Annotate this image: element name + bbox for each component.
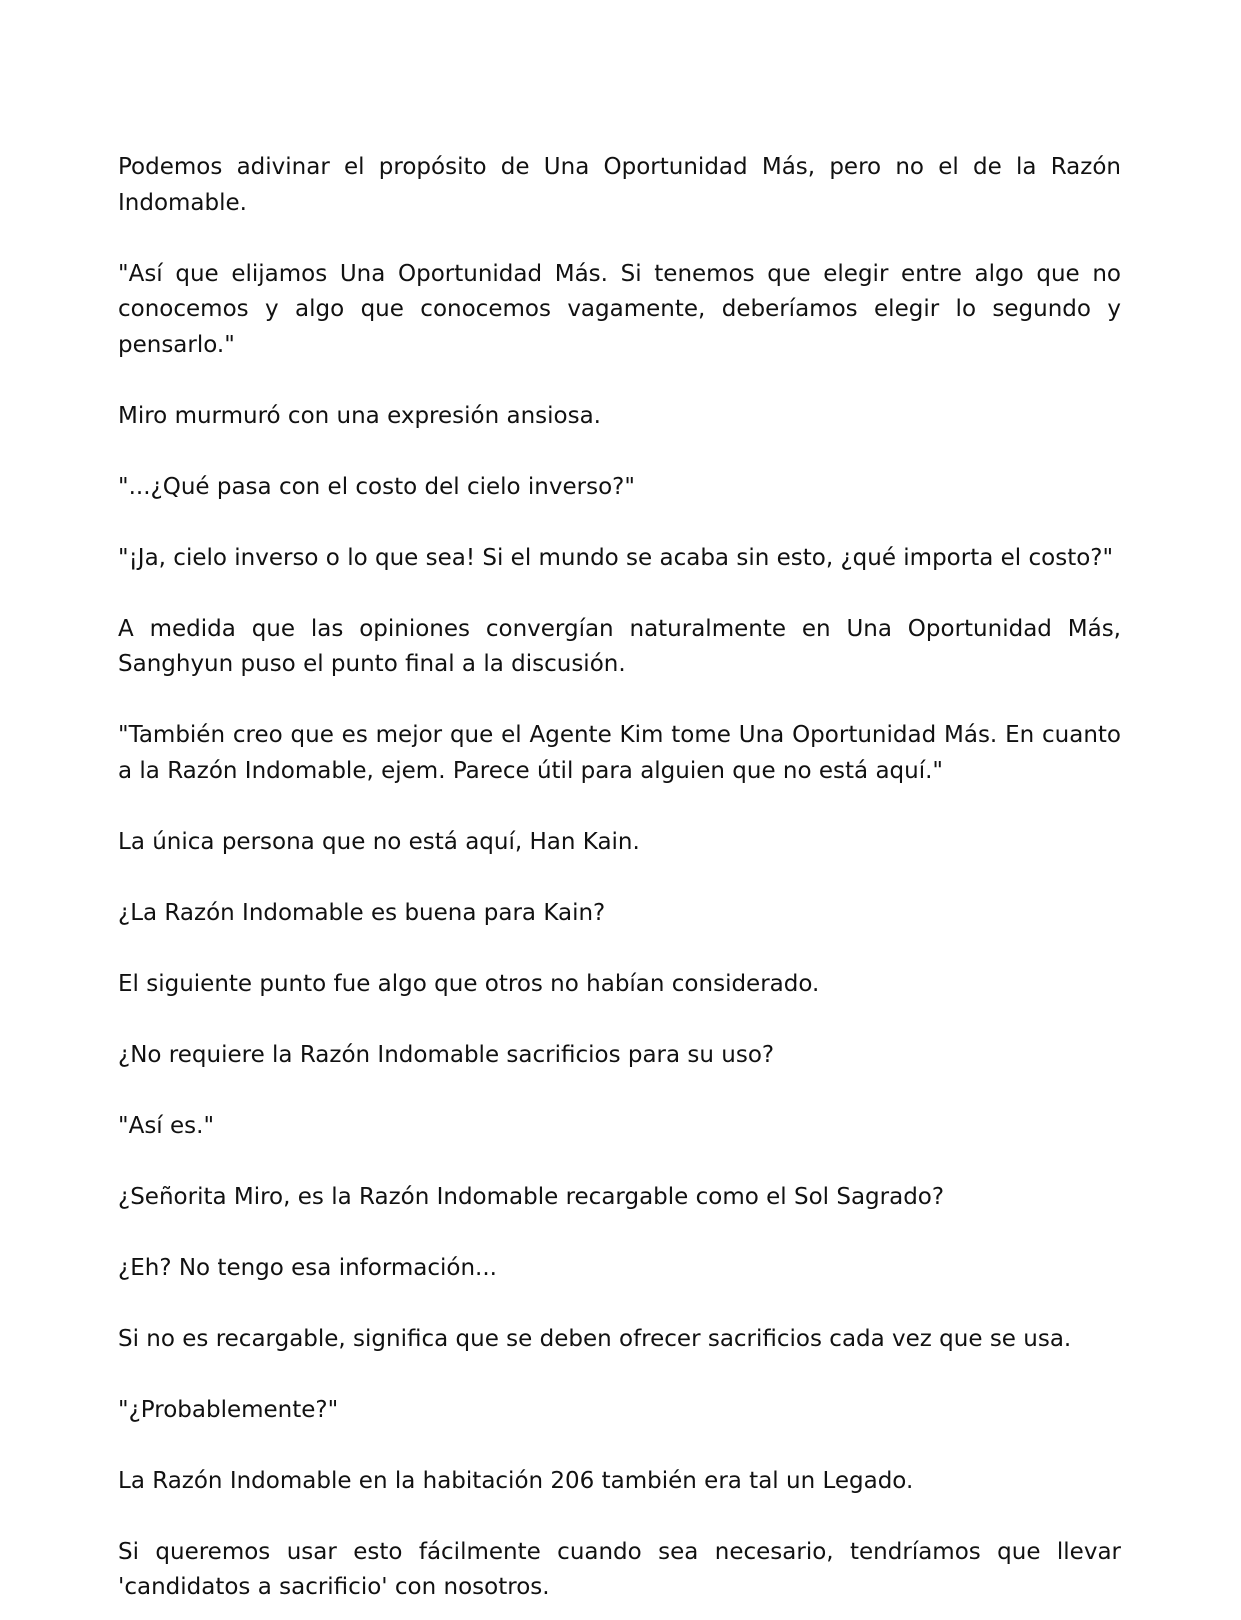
paragraph-10: El siguiente punto fue algo que otros no habían considerado.: [118, 970, 820, 997]
paragraph-17: La Razón Indomable en la habitación 206 también era tal un Legado.: [118, 1467, 914, 1494]
paragraph-11: ¿No requiere la Razón Indomable sacrificios para su uso?: [118, 1041, 775, 1068]
paragraph-13: ¿Señorita Miro, es la Razón Indomable recargable como el Sol Sagrado?: [118, 1183, 945, 1210]
paragraph-18: Si queremos usar esto fácilmente cuando sea necesario, tendríamos que llevar 'candidatos a sacrificio' con nosotros.: [118, 1538, 1121, 1600]
paragraph-6: A medida que las opiniones convergían naturalmente en Una Oportunidad Más, Sanghyun puso el punto final a la discusión.: [118, 615, 1121, 677]
paragraph-7: "También creo que es mejor que el Agente Kim tome Una Oportunidad Más. En cuanto a la Razón Indomable, ejem. Parece útil para alguien que no está aquí.": [118, 722, 1121, 784]
paragraph-5: "¡Ja, cielo inverso o lo que sea! Si el mundo se acaba sin esto, ¿qué importa el costo?": [118, 544, 1114, 571]
paragraph-3: Miro murmuró con una expresión ansiosa.: [118, 402, 601, 429]
paragraph-1: Podemos adivinar el propósito de Una Oportunidad Más, pero no el de la Razón Indomable.: [118, 154, 1121, 216]
paragraph-12: "Así es.": [118, 1112, 215, 1139]
paragraph-15: Si no es recargable, significa que se deben ofrecer sacrificios cada vez que se usa.: [118, 1325, 1072, 1352]
paragraph-8: La única persona que no está aquí, Han Kain.: [118, 828, 640, 855]
document-page: [118, 150, 1121, 1606]
paragraph-4: "...¿Qué pasa con el costo del cielo inverso?": [118, 473, 635, 500]
paragraph-9: ¿La Razón Indomable es buena para Kain?: [118, 899, 606, 926]
paragraph-16: "¿Probablemente?": [118, 1396, 339, 1423]
paragraph-2: "Así que elijamos Una Oportunidad Más. Si tenemos que elegir entre algo que no conocemos y algo que conocemos vagamente, deberíamos elegir lo segundo y pensarlo.": [118, 260, 1121, 358]
paragraph-14: ¿Eh? No tengo esa información...: [118, 1254, 497, 1281]
